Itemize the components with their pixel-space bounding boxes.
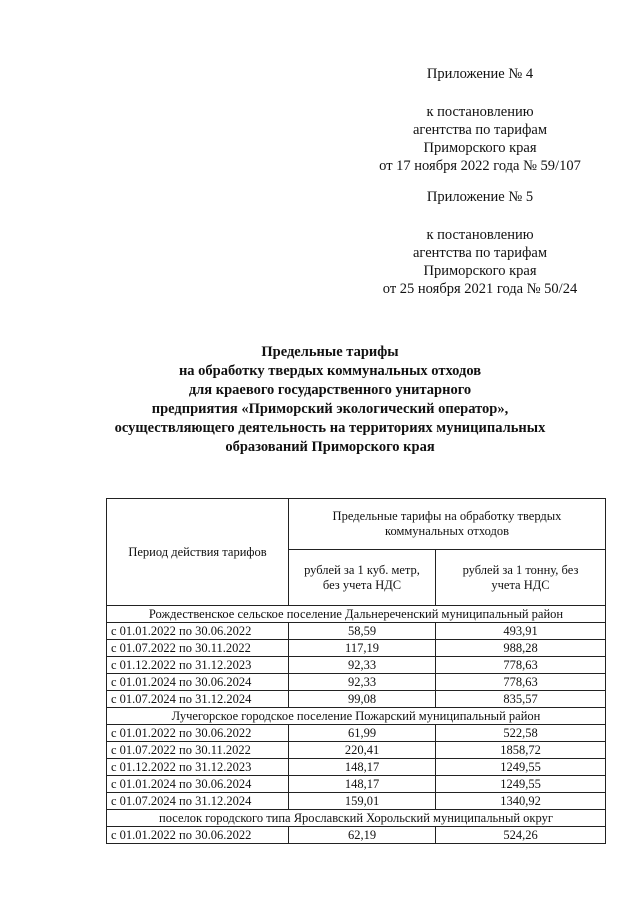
cell-period: с 01.01.2022 по 30.06.2022 (107, 827, 289, 844)
table-row (107, 793, 606, 810)
cell-price-per-m3: 62,19 (289, 827, 436, 844)
section-row (107, 708, 606, 725)
header-tariff-group: Предельные тарифы на обработку твердых коммунальных отходов (289, 499, 606, 550)
cell-price-per-m3: 148,17 (289, 776, 436, 793)
title-line: на обработку твердых коммунальных отходов (178, 363, 482, 379)
cell-price-per-m3: 148,17 (289, 759, 436, 776)
cell-period: с 01.07.2022 по 30.11.2022 (107, 742, 289, 759)
cell-price-per-ton: 1340,92 (436, 793, 606, 810)
appendix-4-block (360, 65, 600, 175)
header-per-ton: рублей за 1 тонну, без учета НДС (436, 550, 606, 606)
cell-price-per-ton: 1249,55 (436, 759, 606, 776)
appendix-5-line: Приморского края (423, 263, 537, 279)
cell-price-per-m3: 61,99 (289, 725, 436, 742)
cell-price-per-m3: 220,41 (289, 742, 436, 759)
cell-price-per-m3: 58,59 (289, 623, 436, 640)
table-row (107, 640, 606, 657)
title-line: Предельные тарифы (261, 344, 399, 360)
title-line: осуществляющего деятельность на территориях муниципальных (114, 420, 546, 436)
cell-period: с 01.12.2022 по 31.12.2023 (107, 657, 289, 674)
cell-price-per-ton: 1249,55 (436, 776, 606, 793)
cell-period: с 01.01.2022 по 30.06.2022 (107, 725, 289, 742)
cell-period: с 01.01.2022 по 30.06.2022 (107, 623, 289, 640)
appendix-5-line: от 25 ноября 2021 года № 50/24 (382, 281, 578, 297)
appendix-5-line: агентства по тарифам (413, 245, 547, 261)
appendix-4-heading: Приложение № 4 (426, 66, 534, 82)
cell-price-per-m3: 117,19 (289, 640, 436, 657)
table-row (107, 742, 606, 759)
table-row (107, 776, 606, 793)
table-header (107, 499, 606, 606)
cell-price-per-m3: 159,01 (289, 793, 436, 810)
cell-period: с 01.01.2024 по 30.06.2024 (107, 776, 289, 793)
cell-price-per-ton: 778,63 (436, 674, 606, 691)
cell-price-per-ton: 493,91 (436, 623, 606, 640)
table-body (107, 606, 606, 844)
cell-price-per-ton: 1858,72 (436, 742, 606, 759)
document-title (60, 343, 600, 457)
appendix-5-block (360, 188, 600, 298)
cell-price-per-ton: 522,58 (436, 725, 606, 742)
appendix-4-line: к постановлению (426, 104, 534, 120)
table-row (107, 623, 606, 640)
cell-price-per-ton: 524,26 (436, 827, 606, 844)
header-per-cubic-meter: рублей за 1 куб. метр, без учета НДС (289, 550, 436, 606)
table-row (107, 759, 606, 776)
header-period: Период действия тарифов (107, 499, 289, 606)
appendix-5-line: к постановлению (426, 227, 534, 243)
cell-price-per-ton: 835,57 (436, 691, 606, 708)
section-row (107, 810, 606, 827)
section-name: поселок городского типа Ярославский Хорольский муниципальный округ (107, 810, 606, 827)
title-line: для краевого государственного унитарного (188, 382, 472, 398)
tariff-table (106, 498, 606, 844)
cell-price-per-m3: 92,33 (289, 674, 436, 691)
section-name: Рождественское сельское поселение Дальнереченский муниципальный район (107, 606, 606, 623)
section-row (107, 606, 606, 623)
cell-period: с 01.07.2024 по 31.12.2024 (107, 793, 289, 810)
table-row (107, 691, 606, 708)
cell-price-per-ton: 988,28 (436, 640, 606, 657)
appendix-4-line: от 17 ноября 2022 года № 59/107 (379, 158, 581, 174)
cell-price-per-m3: 92,33 (289, 657, 436, 674)
cell-price-per-ton: 778,63 (436, 657, 606, 674)
title-line: предприятия «Приморский экологический оператор», (151, 401, 509, 417)
cell-period: с 01.07.2022 по 30.11.2022 (107, 640, 289, 657)
cell-price-per-m3: 99,08 (289, 691, 436, 708)
appendix-4-line: агентства по тарифам (413, 122, 547, 138)
cell-period: с 01.01.2024 по 30.06.2024 (107, 674, 289, 691)
table-row (107, 725, 606, 742)
appendix-5-heading: Приложение № 5 (426, 189, 534, 205)
table-row (107, 674, 606, 691)
section-name: Лучегорское городское поселение Пожарский муниципальный район (107, 708, 606, 725)
title-line: образований Приморского края (225, 439, 435, 455)
table-row (107, 827, 606, 844)
appendix-4-line: Приморского края (423, 140, 537, 156)
table-row (107, 657, 606, 674)
cell-period: с 01.12.2022 по 31.12.2023 (107, 759, 289, 776)
cell-period: с 01.07.2024 по 31.12.2024 (107, 691, 289, 708)
